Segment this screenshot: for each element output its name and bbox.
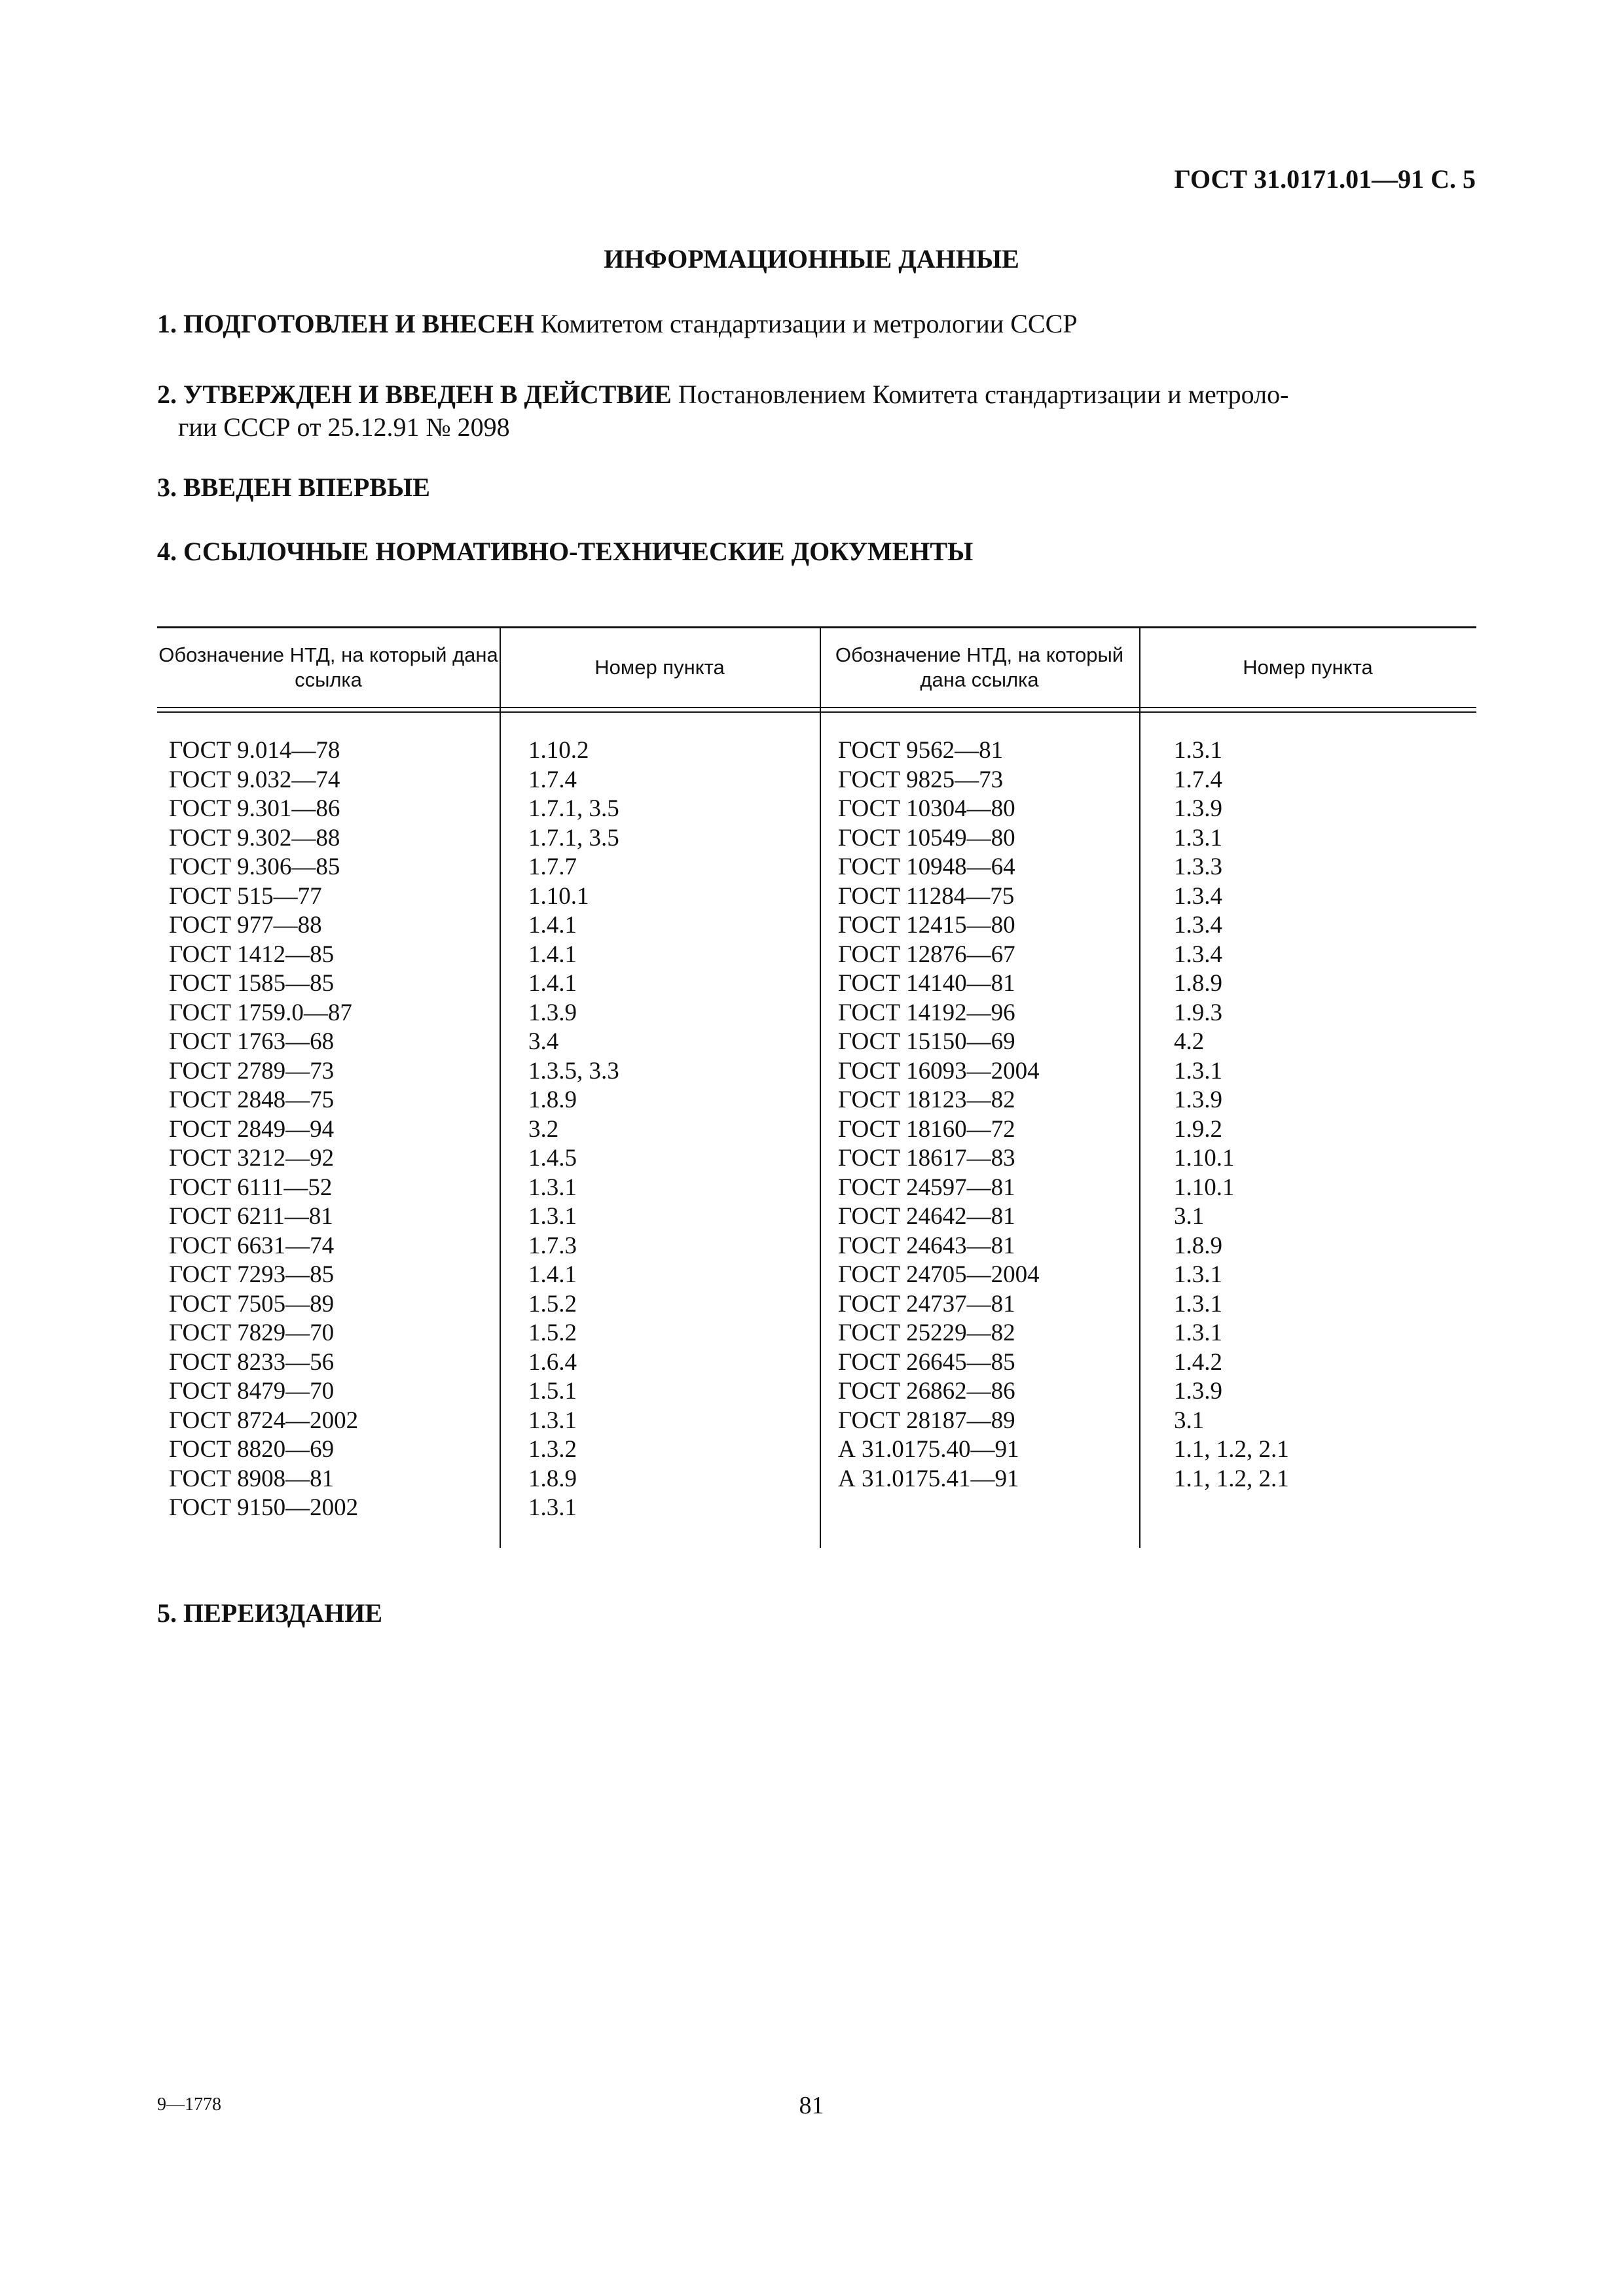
table-point-cell: 1.3.9 bbox=[1174, 1086, 1222, 1113]
table-doc-cell: ГОСТ 15150—69 bbox=[838, 1028, 1015, 1055]
table-doc-cell: ГОСТ 14140—81 bbox=[838, 970, 1015, 997]
table-point-cell: 1.4.2 bbox=[1174, 1348, 1222, 1376]
table-doc-cell: ГОСТ 8724—2002 bbox=[169, 1407, 359, 1434]
table-doc-cell: ГОСТ 9.014—78 bbox=[169, 737, 340, 764]
table-doc-cell: А 31.0175.40—91 bbox=[838, 1436, 1019, 1463]
table-doc-cell: ГОСТ 9.306—85 bbox=[169, 853, 340, 880]
right-point-column bbox=[1174, 736, 1289, 1494]
table-doc-cell: ГОСТ 8820—69 bbox=[169, 1436, 335, 1463]
header-point-right: Номер пункта bbox=[1243, 656, 1373, 679]
table-point-cell: 1.7.4 bbox=[1174, 766, 1222, 793]
table-point-cell: 1.3.1 bbox=[528, 1203, 577, 1230]
item-heading: ПОДГОТОВЛЕН И ВНЕСЕН bbox=[183, 309, 534, 338]
header-doc-right: Обозначение НТД, на который дана ссылка bbox=[835, 643, 1124, 691]
table-doc-cell: ГОСТ 18617—83 bbox=[838, 1145, 1015, 1172]
table-point-cell: 1.9.3 bbox=[1174, 999, 1222, 1026]
table-point-cell: 1.3.4 bbox=[1174, 882, 1222, 910]
table-point-cell: 1.7.1, 3.5 bbox=[528, 795, 619, 822]
item-prepared-by bbox=[157, 308, 1480, 340]
table-point-cell: 1.9.2 bbox=[1174, 1115, 1222, 1143]
table-doc-cell: ГОСТ 9.301—86 bbox=[169, 795, 340, 822]
item-text-continued: гии СССР от 25.12.91 № 2098 bbox=[178, 412, 510, 442]
item-heading: ПЕРЕИЗДАНИЕ bbox=[183, 1598, 383, 1628]
table-point-cell: 3.1 bbox=[1174, 1203, 1205, 1230]
left-point-column bbox=[528, 736, 619, 1523]
table-point-cell: 1.5.2 bbox=[528, 1319, 577, 1346]
table-point-cell: 1.3.4 bbox=[1174, 912, 1222, 939]
item-number: 1. bbox=[157, 309, 177, 338]
table-point-cell: 1.10.1 bbox=[1174, 1145, 1235, 1172]
table-doc-cell: ГОСТ 24642—81 bbox=[838, 1203, 1015, 1230]
table-point-cell: 1.3.9 bbox=[1174, 795, 1222, 822]
table-point-cell: 1.4.1 bbox=[528, 970, 577, 997]
table-point-cell: 3.4 bbox=[528, 1028, 559, 1055]
table-doc-cell: ГОСТ 10549—80 bbox=[838, 824, 1015, 852]
table-doc-cell: ГОСТ 8908—81 bbox=[169, 1465, 335, 1492]
table-point-cell: 1.3.4 bbox=[1174, 941, 1222, 968]
table-point-cell: 1.4.1 bbox=[528, 941, 577, 968]
table-point-cell: 1.3.3 bbox=[1174, 853, 1222, 880]
table-doc-cell: ГОСТ 14192—96 bbox=[838, 999, 1015, 1026]
table-doc-cell: ГОСТ 2789—73 bbox=[169, 1057, 335, 1085]
right-doc-column bbox=[838, 736, 1040, 1494]
table-point-cell: 1.3.9 bbox=[1174, 1378, 1222, 1405]
item-text: Комитетом стандартизации и метрологии СССР bbox=[540, 309, 1078, 338]
table-doc-cell: ГОСТ 9.302—88 bbox=[169, 824, 340, 852]
table-doc-cell: ГОСТ 1763—68 bbox=[169, 1028, 335, 1055]
item-heading: ССЫЛОЧНЫЕ НОРМАТИВНО-ТЕХНИЧЕСКИЕ ДОКУМЕНТЫ bbox=[183, 537, 974, 566]
table-doc-cell: ГОСТ 2849—94 bbox=[169, 1115, 335, 1143]
table-doc-cell: ГОСТ 7293—85 bbox=[169, 1261, 335, 1288]
page-number: 81 bbox=[799, 2092, 824, 2119]
table-doc-cell: ГОСТ 6111—52 bbox=[169, 1174, 333, 1201]
table-doc-cell: ГОСТ 28187—89 bbox=[838, 1407, 1015, 1434]
table-point-cell: 1.10.2 bbox=[528, 737, 589, 764]
table-doc-cell: ГОСТ 1759.0—87 bbox=[169, 999, 352, 1026]
table-doc-cell: ГОСТ 9150—2002 bbox=[169, 1494, 359, 1521]
table-point-cell: 1.3.1 bbox=[1174, 1290, 1222, 1318]
table-point-cell: 3.2 bbox=[528, 1115, 559, 1143]
table-doc-cell: ГОСТ 1412—85 bbox=[169, 941, 335, 968]
table-doc-cell: ГОСТ 18123—82 bbox=[838, 1086, 1015, 1113]
table-doc-cell: ГОСТ 26645—85 bbox=[838, 1348, 1015, 1376]
table-point-cell: 1.6.4 bbox=[528, 1348, 577, 1376]
table-doc-cell: ГОСТ 10304—80 bbox=[838, 795, 1015, 822]
table-point-cell: 1.7.4 bbox=[528, 766, 577, 793]
table-point-cell: 1.3.1 bbox=[1174, 1319, 1222, 1346]
table-point-cell: 1.3.1 bbox=[1174, 1261, 1222, 1288]
item-text: Постановлением Комитета стандартизации и метроло- bbox=[678, 380, 1289, 409]
reference-table bbox=[157, 626, 1476, 1548]
table-doc-cell: ГОСТ 26862—86 bbox=[838, 1378, 1015, 1405]
table-point-cell: 1.3.5, 3.3 bbox=[528, 1057, 619, 1085]
header-divider bbox=[157, 707, 1476, 713]
table-point-cell: 3.1 bbox=[1174, 1407, 1205, 1434]
table-point-cell: 1.4.5 bbox=[528, 1145, 577, 1172]
header-doc-left: Обозначение НТД, на который дана ссылка bbox=[158, 643, 498, 691]
table-doc-cell: ГОСТ 7829—70 bbox=[169, 1319, 335, 1346]
table-point-cell: 1.4.1 bbox=[528, 912, 577, 939]
table-point-cell: 1.3.1 bbox=[528, 1494, 577, 1521]
table-point-cell: 1.5.2 bbox=[528, 1290, 577, 1318]
table-doc-cell: ГОСТ 515—77 bbox=[169, 882, 322, 910]
table-point-cell: 1.3.1 bbox=[1174, 737, 1222, 764]
table-doc-cell: ГОСТ 1585—85 bbox=[169, 970, 335, 997]
table-doc-cell: ГОСТ 24597—81 bbox=[838, 1174, 1015, 1201]
table-point-cell: 1.10.1 bbox=[1174, 1174, 1235, 1201]
table-doc-cell: ГОСТ 8479—70 bbox=[169, 1378, 335, 1405]
table-point-cell: 1.1, 1.2, 2.1 bbox=[1174, 1465, 1289, 1492]
table-doc-cell: ГОСТ 9562—81 bbox=[838, 737, 1004, 764]
table-doc-cell: ГОСТ 6211—81 bbox=[169, 1203, 333, 1230]
table-doc-cell: ГОСТ 10948—64 bbox=[838, 853, 1015, 880]
table-point-cell: 1.3.1 bbox=[528, 1407, 577, 1434]
item-number: 3. bbox=[157, 473, 177, 502]
table-doc-cell: ГОСТ 2848—75 bbox=[169, 1086, 335, 1113]
item-number: 4. bbox=[157, 537, 177, 566]
table-point-cell: 1.8.9 bbox=[1174, 970, 1222, 997]
item-approved bbox=[157, 378, 1480, 444]
item-number: 5. bbox=[157, 1598, 177, 1628]
table-doc-cell: А 31.0175.41—91 bbox=[838, 1465, 1019, 1492]
table-doc-cell: ГОСТ 6631—74 bbox=[169, 1232, 335, 1259]
table-doc-cell: ГОСТ 977—88 bbox=[169, 912, 322, 939]
table-doc-cell: ГОСТ 24643—81 bbox=[838, 1232, 1015, 1259]
column-divider bbox=[500, 628, 501, 1548]
table-point-cell: 1.3.1 bbox=[528, 1174, 577, 1201]
column-divider bbox=[820, 628, 821, 1548]
table-point-cell: 1.3.1 bbox=[1174, 1057, 1222, 1085]
page-title: ИНФОРМАЦИОННЫЕ ДАННЫЕ bbox=[604, 244, 1019, 274]
table-point-cell: 1.4.1 bbox=[528, 1261, 577, 1288]
table-doc-cell: ГОСТ 9825—73 bbox=[838, 766, 1004, 793]
table-point-cell: 4.2 bbox=[1174, 1028, 1205, 1055]
footer-code: 9—1778 bbox=[157, 2094, 221, 2115]
table-point-cell: 1.8.9 bbox=[1174, 1232, 1222, 1259]
table-point-cell: 1.8.9 bbox=[528, 1465, 577, 1492]
table-doc-cell: ГОСТ 12415—80 bbox=[838, 912, 1015, 939]
table-point-cell: 1.3.1 bbox=[1174, 824, 1222, 852]
table-doc-cell: ГОСТ 24705—2004 bbox=[838, 1261, 1040, 1288]
table-doc-cell: ГОСТ 16093—2004 bbox=[838, 1057, 1040, 1085]
item-heading: УТВЕРЖДЕН И ВВЕДЕН В ДЕЙСТВИЕ bbox=[183, 380, 672, 409]
table-doc-cell: ГОСТ 7505—89 bbox=[169, 1290, 335, 1318]
table-point-cell: 1.5.1 bbox=[528, 1378, 577, 1405]
table-doc-cell: ГОСТ 25229—82 bbox=[838, 1319, 1015, 1346]
item-number: 2. bbox=[157, 380, 177, 409]
item-first-introduced bbox=[157, 471, 1480, 504]
table-doc-cell: ГОСТ 24737—81 bbox=[838, 1290, 1015, 1318]
table-point-cell: 1.7.7 bbox=[528, 853, 577, 880]
table-point-cell: 1.8.9 bbox=[528, 1086, 577, 1113]
table-point-cell: 1.10.1 bbox=[528, 882, 589, 910]
table-point-cell: 1.1, 1.2, 2.1 bbox=[1174, 1436, 1289, 1463]
table-point-cell: 1.7.1, 3.5 bbox=[528, 824, 619, 852]
table-doc-cell: ГОСТ 12876—67 bbox=[838, 941, 1015, 968]
table-point-cell: 1.3.9 bbox=[528, 999, 577, 1026]
item-reference-documents bbox=[157, 535, 1480, 568]
item-heading: ВВЕДЕН ВПЕРВЫЕ bbox=[183, 473, 430, 502]
table-doc-cell: ГОСТ 8233—56 bbox=[169, 1348, 335, 1376]
table-doc-cell: ГОСТ 9.032—74 bbox=[169, 766, 340, 793]
table-doc-cell: ГОСТ 3212—92 bbox=[169, 1145, 335, 1172]
header-point-left: Номер пункта bbox=[594, 656, 725, 679]
document-code-header: ГОСТ 31.0171.01—91 С. 5 bbox=[1174, 164, 1476, 194]
table-point-cell: 1.3.2 bbox=[528, 1436, 577, 1463]
item-reissue bbox=[157, 1597, 1480, 1630]
left-doc-column bbox=[169, 736, 358, 1523]
table-doc-cell: ГОСТ 11284—75 bbox=[838, 882, 1015, 910]
table-doc-cell: ГОСТ 18160—72 bbox=[838, 1115, 1015, 1143]
table-point-cell: 1.7.3 bbox=[528, 1232, 577, 1259]
column-divider bbox=[1139, 628, 1140, 1548]
